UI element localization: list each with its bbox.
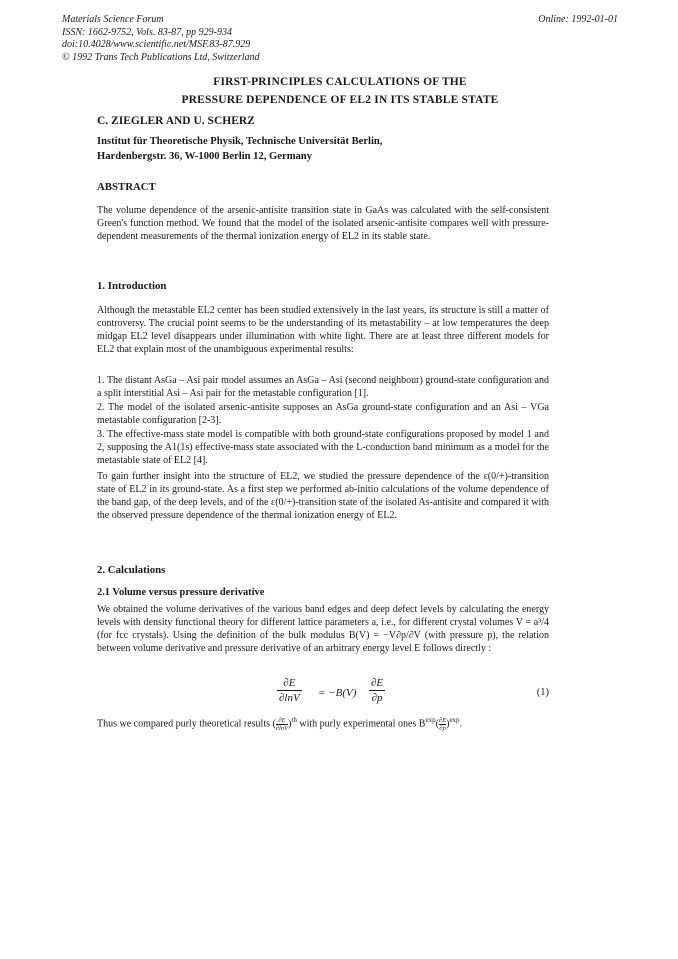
affiliation xyxy=(97,134,549,164)
authors: C. ZIEGLER AND U. SCHERZ xyxy=(97,115,255,127)
final-text-b: with purly experimental ones B xyxy=(296,718,426,730)
final-sup-exp-1: exp xyxy=(425,716,436,724)
final-frac1-num: ∂E xyxy=(276,717,288,725)
intro-paragraph-1: Although the metastable EL2 center has been studied extensively in the last years, its structure is still a matter of controversy. The crucial point seems to be the understanding of its metastability – at low temperatures the deep midgap EL2 level disappears under illumination with white light. There are at least three different models for EL2 that explain most of the unambiguous experimental results: xyxy=(97,305,549,356)
title-line-1: FIRST-PRINCIPLES CALCULATIONS OF THE xyxy=(213,76,467,88)
final-text-a: Thus we compared purly theoretical results ( xyxy=(97,718,276,730)
final-sup-exp-2: exp xyxy=(449,716,460,724)
final-fraction-1 xyxy=(276,717,288,732)
eq-lhs-numerator: ∂E xyxy=(277,676,302,691)
final-frac1-den: ∂lnV xyxy=(275,724,289,732)
abstract-heading: ABSTRACT xyxy=(97,181,156,193)
eq-rhs-denominator: ∂p xyxy=(371,692,383,704)
issn: ISSN: 1662-9752, Vols. 83-87, pp 929-934 xyxy=(62,26,232,38)
eq-rhs-fraction xyxy=(369,676,385,705)
final-text-d: . xyxy=(459,718,463,730)
final-line: Thus we compared purly theoretical results ( $\frac{\partial E}{\partial\ln V}$ )$^{th}$ with purly experimental ones $B^{exp}$( $\frac{\partial E}{\partial p}$ )$^{exp}$. xyxy=(97,716,463,732)
eq-rhs-numerator: ∂E xyxy=(371,677,384,689)
title-line-2: PRESSURE DEPENDENCE OF EL2 IN ITS STABLE STATE xyxy=(181,94,499,106)
intro-item-3: 3. The effective-mass state model is compatible with both ground-state configurations proposed by model 1 and 2, supposing the A1(1s) effective-mass state associated with the L-conduction band minimum as a model for the metastable state of EL2 [4]. xyxy=(97,429,549,467)
final-sup-th: th xyxy=(291,716,297,724)
equation-number: (1) xyxy=(536,687,549,698)
affiliation-line-2: Hardenbergstr. 36, W-1000 Berlin 12, Germany xyxy=(97,151,312,162)
eq-lhs-fraction xyxy=(277,676,302,705)
doi: doi:10.4028/www.scientific.net/MSF.83-87.929 xyxy=(62,39,251,50)
final-frac2-den: ∂p xyxy=(439,724,446,732)
final-frac2-num: ∂E xyxy=(438,716,447,724)
intro-item-2: 2. The model of the isolated arsenic-antisite supposes an AsGa ground-state configuration and an Asi – VGa metastable configuration [2-3]. xyxy=(97,402,549,427)
final-fraction-2 xyxy=(439,717,446,732)
intro-item-1: 1. The distant AsGa – Asi pair model assumes an AsGa – Asi (second neighbour) ground-state configuration and a split interstitial Asi – Asi pair for the metastable configuration [1]. xyxy=(97,375,549,400)
calc-heading: 2. Calculations xyxy=(97,564,166,576)
calc-subheading: 2.1 Volume versus pressure derivative xyxy=(97,587,265,598)
intro-heading: 1. Introduction xyxy=(97,280,167,292)
calc-paragraph: We obtained the volume derivatives of the various band edges and deep defect levels by calculating the energy levels with density functional theory for different lattice parameters a, i.e., for different crystal volumes V = a³/4 (for fcc crystals). Using the definition of the bulk modulus B(V) = −V∂p/∂V (with pressure p), the relation between volume derivative and pressure derivative of an arbitrary energy level E follows directly : xyxy=(97,604,549,655)
abstract-text: The volume dependence of the arsenic-antisite transition state in GaAs was calculated with the self-consistent Green's function method. We found that the model of the isolated arsenic-antisite compares well with pressure-dependent measurements of the thermal ionization energy of EL2 in its stable state. xyxy=(97,205,549,243)
journal-name: Materials Science Forum xyxy=(62,14,164,25)
paper-title xyxy=(62,73,618,109)
eq-lhs-denominator: ∂lnV xyxy=(279,692,300,704)
eq-middle: = −B(V) xyxy=(318,687,357,699)
affiliation-line-1: Institut für Theoretische Physik, Technische Universität Berlin, xyxy=(97,136,383,147)
equation-1 xyxy=(97,676,549,712)
journal-header xyxy=(62,14,618,64)
intro-paragraph-2: To gain further insight into the structure of EL2, we studied the pressure dependence of the ε(0/+)-transition state of EL2 in its ground-state. As a first step we performed ab-initio calculations of the volume dependence of the band gap, of the deep levels, and of the ε(0/+)-transition state of the isolated As-antisite and compared it with the observed pressure dependence of the thermal ionization energy of EL2. xyxy=(97,471,549,522)
final-text-c: ( xyxy=(435,718,439,730)
online-date: Online: 1992-01-01 xyxy=(538,14,618,25)
copyright: © 1992 Trans Tech Publications Ltd, Switzerland xyxy=(62,51,260,63)
